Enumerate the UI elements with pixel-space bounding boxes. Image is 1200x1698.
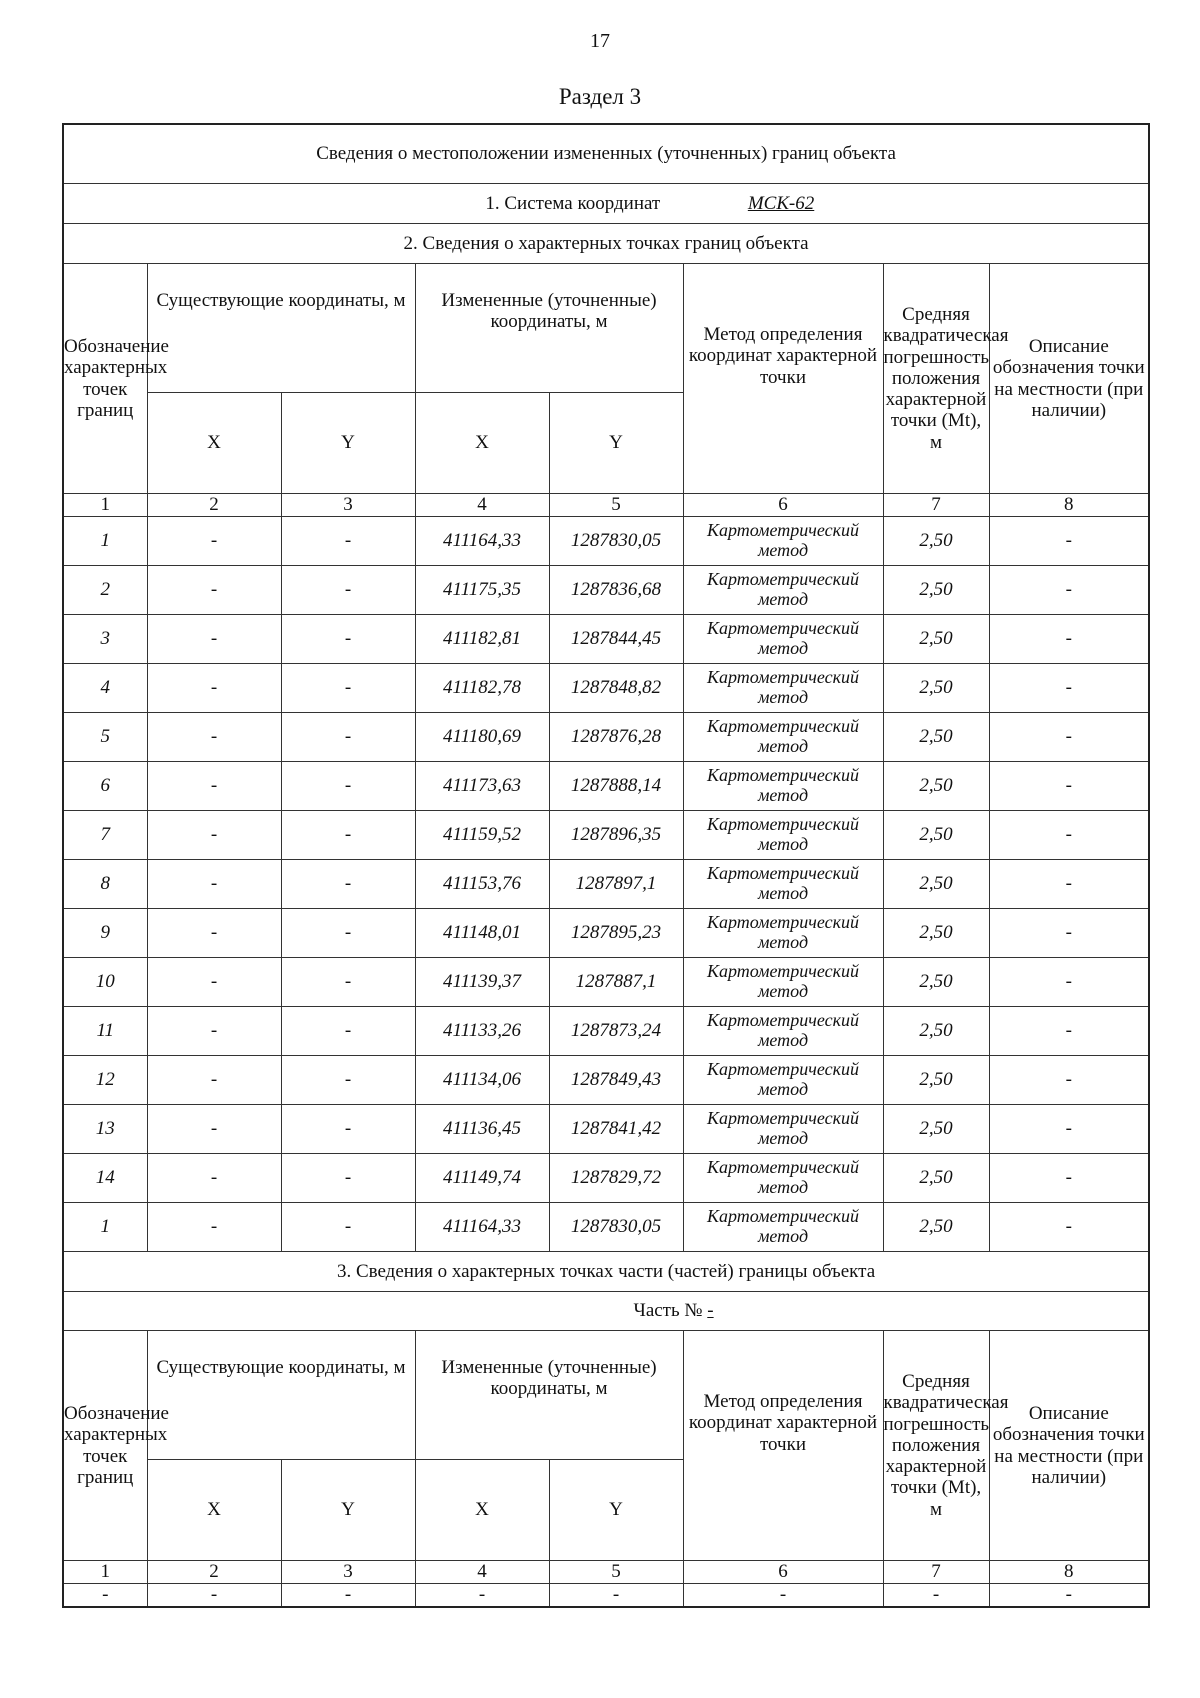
existing-y-cell: - xyxy=(281,1105,415,1154)
error-cell: 2,50 xyxy=(883,615,989,664)
existing-y-cell: - xyxy=(281,909,415,958)
table-row xyxy=(63,1584,1149,1608)
column-numbers-row xyxy=(63,494,1149,517)
changed-x-cell: 411133,26 xyxy=(415,1007,549,1056)
header-description: Описание обозначения точки на местности (при наличии) xyxy=(989,264,1149,494)
header-changed-coords: Измененные (уточненные) координаты, м xyxy=(415,1331,683,1460)
header-point-id: Обозначение характерных точек границ xyxy=(63,1331,147,1561)
existing-y-cell: - xyxy=(281,860,415,909)
changed-y-cell: 1287895,23 xyxy=(549,909,683,958)
point-id-cell: 4 xyxy=(63,664,147,713)
description-cell: - xyxy=(989,664,1149,713)
column-number: 5 xyxy=(549,494,683,517)
part-row xyxy=(63,1292,1149,1331)
error-cell: 2,50 xyxy=(883,860,989,909)
changed-x-cell: 411175,35 xyxy=(415,566,549,615)
point-id-cell: 1 xyxy=(63,517,147,566)
column-number: 6 xyxy=(683,1561,883,1584)
header-error: Средняя квадратическая погрешность положения характерной точки (Mt), м xyxy=(883,264,989,494)
existing-y-cell: - xyxy=(281,1007,415,1056)
point-id-cell: 6 xyxy=(63,762,147,811)
coord-system-label: 1. Система координат xyxy=(485,192,661,214)
existing-y-cell: - xyxy=(281,811,415,860)
changed-y-cell: 1287897,1 xyxy=(549,860,683,909)
table-row xyxy=(63,566,1149,615)
column-number: 2 xyxy=(147,1561,281,1584)
point-id-cell: 3 xyxy=(63,615,147,664)
table-row xyxy=(63,909,1149,958)
error-cell: 2,50 xyxy=(883,1154,989,1203)
changed-y-cell: 1287896,35 xyxy=(549,811,683,860)
existing-x-cell: - xyxy=(147,909,281,958)
changed-y-cell: 1287836,68 xyxy=(549,566,683,615)
existing-x-cell: - xyxy=(147,1584,281,1608)
part-label: Часть № xyxy=(633,1300,703,1322)
existing-x-cell: - xyxy=(147,713,281,762)
column-number: 7 xyxy=(883,1561,989,1584)
error-cell: 2,50 xyxy=(883,1105,989,1154)
header-method: Метод определения координат характерной точки xyxy=(683,264,883,494)
changed-y-cell: 1287876,28 xyxy=(549,713,683,762)
header-description: Описание обозначения точки на местности (при наличии) xyxy=(989,1331,1149,1561)
coord-system-row xyxy=(63,184,1149,224)
column-number: 3 xyxy=(281,494,415,517)
header-changed-y: Y xyxy=(549,393,683,494)
method-cell: Картометрический метод xyxy=(683,811,883,860)
description-cell: - xyxy=(989,615,1149,664)
existing-x-cell: - xyxy=(147,1105,281,1154)
column-number: 4 xyxy=(415,494,549,517)
description-cell: - xyxy=(989,762,1149,811)
changed-y-cell: 1287830,05 xyxy=(549,1203,683,1252)
parts-body xyxy=(63,1584,1149,1608)
point-id-cell: 11 xyxy=(63,1007,147,1056)
column-number: 1 xyxy=(63,494,147,517)
method-cell: Картометрический метод xyxy=(683,1056,883,1105)
description-cell: - xyxy=(989,1105,1149,1154)
method-cell: Картометрический метод xyxy=(683,664,883,713)
point-id-cell: 14 xyxy=(63,1154,147,1203)
existing-y-cell: - xyxy=(281,1584,415,1608)
column-number: 8 xyxy=(989,1561,1149,1584)
points-body xyxy=(63,517,1149,1252)
error-cell: - xyxy=(883,1584,989,1608)
existing-y-cell: - xyxy=(281,566,415,615)
description-cell: - xyxy=(989,566,1149,615)
error-cell: 2,50 xyxy=(883,1007,989,1056)
changed-y-cell: 1287873,24 xyxy=(549,1007,683,1056)
description-cell: - xyxy=(989,958,1149,1007)
header-method: Метод определения координат характерной точки xyxy=(683,1331,883,1561)
table-row xyxy=(63,811,1149,860)
point-id-cell: 12 xyxy=(63,1056,147,1105)
table-row xyxy=(63,1203,1149,1252)
error-cell: 2,50 xyxy=(883,762,989,811)
existing-y-cell: - xyxy=(281,958,415,1007)
existing-x-cell: - xyxy=(147,860,281,909)
error-cell: 2,50 xyxy=(883,909,989,958)
existing-y-cell: - xyxy=(281,1056,415,1105)
table-row xyxy=(63,517,1149,566)
existing-x-cell: - xyxy=(147,615,281,664)
description-cell: - xyxy=(989,1203,1149,1252)
existing-x-cell: - xyxy=(147,517,281,566)
error-cell: 2,50 xyxy=(883,958,989,1007)
changed-x-cell: 411164,33 xyxy=(415,517,549,566)
existing-y-cell: - xyxy=(281,664,415,713)
error-cell: 2,50 xyxy=(883,664,989,713)
changed-x-cell: 411180,69 xyxy=(415,713,549,762)
method-cell: Картометрический метод xyxy=(683,517,883,566)
existing-y-cell: - xyxy=(281,713,415,762)
existing-x-cell: - xyxy=(147,1007,281,1056)
point-id-cell: 10 xyxy=(63,958,147,1007)
changed-x-cell: 411182,81 xyxy=(415,615,549,664)
page-number: 17 xyxy=(590,30,610,52)
column-number: 3 xyxy=(281,1561,415,1584)
existing-x-cell: - xyxy=(147,1056,281,1105)
description-cell: - xyxy=(989,1584,1149,1608)
column-number: 7 xyxy=(883,494,989,517)
error-cell: 2,50 xyxy=(883,1203,989,1252)
method-cell: Картометрический метод xyxy=(683,762,883,811)
header-existing-coords: Существующие координаты, м xyxy=(147,264,415,393)
method-cell: Картометрический метод xyxy=(683,860,883,909)
point-id-cell: 5 xyxy=(63,713,147,762)
changed-x-cell: 411173,63 xyxy=(415,762,549,811)
existing-x-cell: - xyxy=(147,664,281,713)
header-existing-coords: Существующие координаты, м xyxy=(147,1331,415,1460)
point-id-cell: - xyxy=(63,1584,147,1608)
table-row xyxy=(63,664,1149,713)
header-changed-coords: Измененные (уточненные) координаты, м xyxy=(415,264,683,393)
table-row xyxy=(63,762,1149,811)
method-cell: Картометрический метод xyxy=(683,566,883,615)
column-number: 5 xyxy=(549,1561,683,1584)
column-number: 4 xyxy=(415,1561,549,1584)
error-cell: 2,50 xyxy=(883,713,989,762)
error-cell: 2,50 xyxy=(883,566,989,615)
section-title: Раздел 3 xyxy=(558,84,642,109)
header-error: Средняя квадратическая погрешность положения характерной точки (Mt), м xyxy=(883,1331,989,1561)
parts-heading: 3. Сведения о характерных точках части (частей) границы объекта xyxy=(63,1252,1149,1292)
table-row xyxy=(63,1154,1149,1203)
existing-y-cell: - xyxy=(281,1203,415,1252)
table-title: Сведения о местоположении измененных (уточненных) границ объекта xyxy=(63,124,1149,184)
column-number: 6 xyxy=(683,494,883,517)
existing-x-cell: - xyxy=(147,811,281,860)
changed-y-cell: 1287888,14 xyxy=(549,762,683,811)
table-row xyxy=(63,713,1149,762)
changed-x-cell: 411164,33 xyxy=(415,1203,549,1252)
existing-x-cell: - xyxy=(147,1154,281,1203)
changed-y-cell: 1287841,42 xyxy=(549,1105,683,1154)
changed-y-cell: 1287829,72 xyxy=(549,1154,683,1203)
changed-y-cell: 1287849,43 xyxy=(549,1056,683,1105)
changed-x-cell: 411134,06 xyxy=(415,1056,549,1105)
method-cell: Картометрический метод xyxy=(683,1154,883,1203)
header-existing-y: Y xyxy=(281,393,415,494)
header-changed-y: Y xyxy=(549,1460,683,1561)
column-number: 8 xyxy=(989,494,1149,517)
point-id-cell: 8 xyxy=(63,860,147,909)
changed-x-cell: 411148,01 xyxy=(415,909,549,958)
changed-x-cell: 411159,52 xyxy=(415,811,549,860)
error-cell: 2,50 xyxy=(883,1056,989,1105)
header-existing-x: X xyxy=(147,1460,281,1561)
description-cell: - xyxy=(989,811,1149,860)
existing-x-cell: - xyxy=(147,1203,281,1252)
method-cell: - xyxy=(683,1584,883,1608)
existing-y-cell: - xyxy=(281,615,415,664)
coord-system-value: МСК-62 xyxy=(747,192,815,214)
method-cell: Картометрический метод xyxy=(683,958,883,1007)
points-heading: 2. Сведения о характерных точках границ объекта xyxy=(63,224,1149,264)
changed-x-cell: 411139,37 xyxy=(415,958,549,1007)
method-cell: Картометрический метод xyxy=(683,713,883,762)
description-cell: - xyxy=(989,517,1149,566)
point-id-cell: 2 xyxy=(63,566,147,615)
method-cell: Картометрический метод xyxy=(683,1203,883,1252)
column-numbers-row xyxy=(63,1561,1149,1584)
existing-x-cell: - xyxy=(147,762,281,811)
changed-y-cell: - xyxy=(549,1584,683,1608)
column-number: 1 xyxy=(63,1561,147,1584)
description-cell: - xyxy=(989,1154,1149,1203)
changed-x-cell: 411182,78 xyxy=(415,664,549,713)
table-row xyxy=(63,1105,1149,1154)
header-existing-y: Y xyxy=(281,1460,415,1561)
description-cell: - xyxy=(989,909,1149,958)
method-cell: Картометрический метод xyxy=(683,909,883,958)
part-value: - xyxy=(707,1300,714,1322)
changed-y-cell: 1287887,1 xyxy=(549,958,683,1007)
boundary-table xyxy=(62,123,1150,1608)
changed-y-cell: 1287844,45 xyxy=(549,615,683,664)
point-id-cell: 1 xyxy=(63,1203,147,1252)
column-number: 2 xyxy=(147,494,281,517)
table-row xyxy=(63,860,1149,909)
header-changed-x: X xyxy=(415,393,549,494)
changed-x-cell: 411136,45 xyxy=(415,1105,549,1154)
description-cell: - xyxy=(989,1056,1149,1105)
error-cell: 2,50 xyxy=(883,517,989,566)
header-point-id: Обозначение характерных точек границ xyxy=(63,264,147,494)
error-cell: 2,50 xyxy=(883,811,989,860)
table-row xyxy=(63,615,1149,664)
point-id-cell: 13 xyxy=(63,1105,147,1154)
point-id-cell: 9 xyxy=(63,909,147,958)
point-id-cell: 7 xyxy=(63,811,147,860)
description-cell: - xyxy=(989,713,1149,762)
existing-x-cell: - xyxy=(147,566,281,615)
changed-x-cell: 411153,76 xyxy=(415,860,549,909)
table-row xyxy=(63,958,1149,1007)
header-changed-x: X xyxy=(415,1460,549,1561)
description-cell: - xyxy=(989,860,1149,909)
description-cell: - xyxy=(989,1007,1149,1056)
existing-y-cell: - xyxy=(281,517,415,566)
changed-y-cell: 1287848,82 xyxy=(549,664,683,713)
existing-x-cell: - xyxy=(147,958,281,1007)
method-cell: Картометрический метод xyxy=(683,615,883,664)
method-cell: Картометрический метод xyxy=(683,1105,883,1154)
existing-y-cell: - xyxy=(281,1154,415,1203)
table-row xyxy=(63,1007,1149,1056)
changed-y-cell: 1287830,05 xyxy=(549,517,683,566)
header-existing-x: X xyxy=(147,393,281,494)
changed-x-cell: - xyxy=(415,1584,549,1608)
method-cell: Картометрический метод xyxy=(683,1007,883,1056)
changed-x-cell: 411149,74 xyxy=(415,1154,549,1203)
table-row xyxy=(63,1056,1149,1105)
existing-y-cell: - xyxy=(281,762,415,811)
